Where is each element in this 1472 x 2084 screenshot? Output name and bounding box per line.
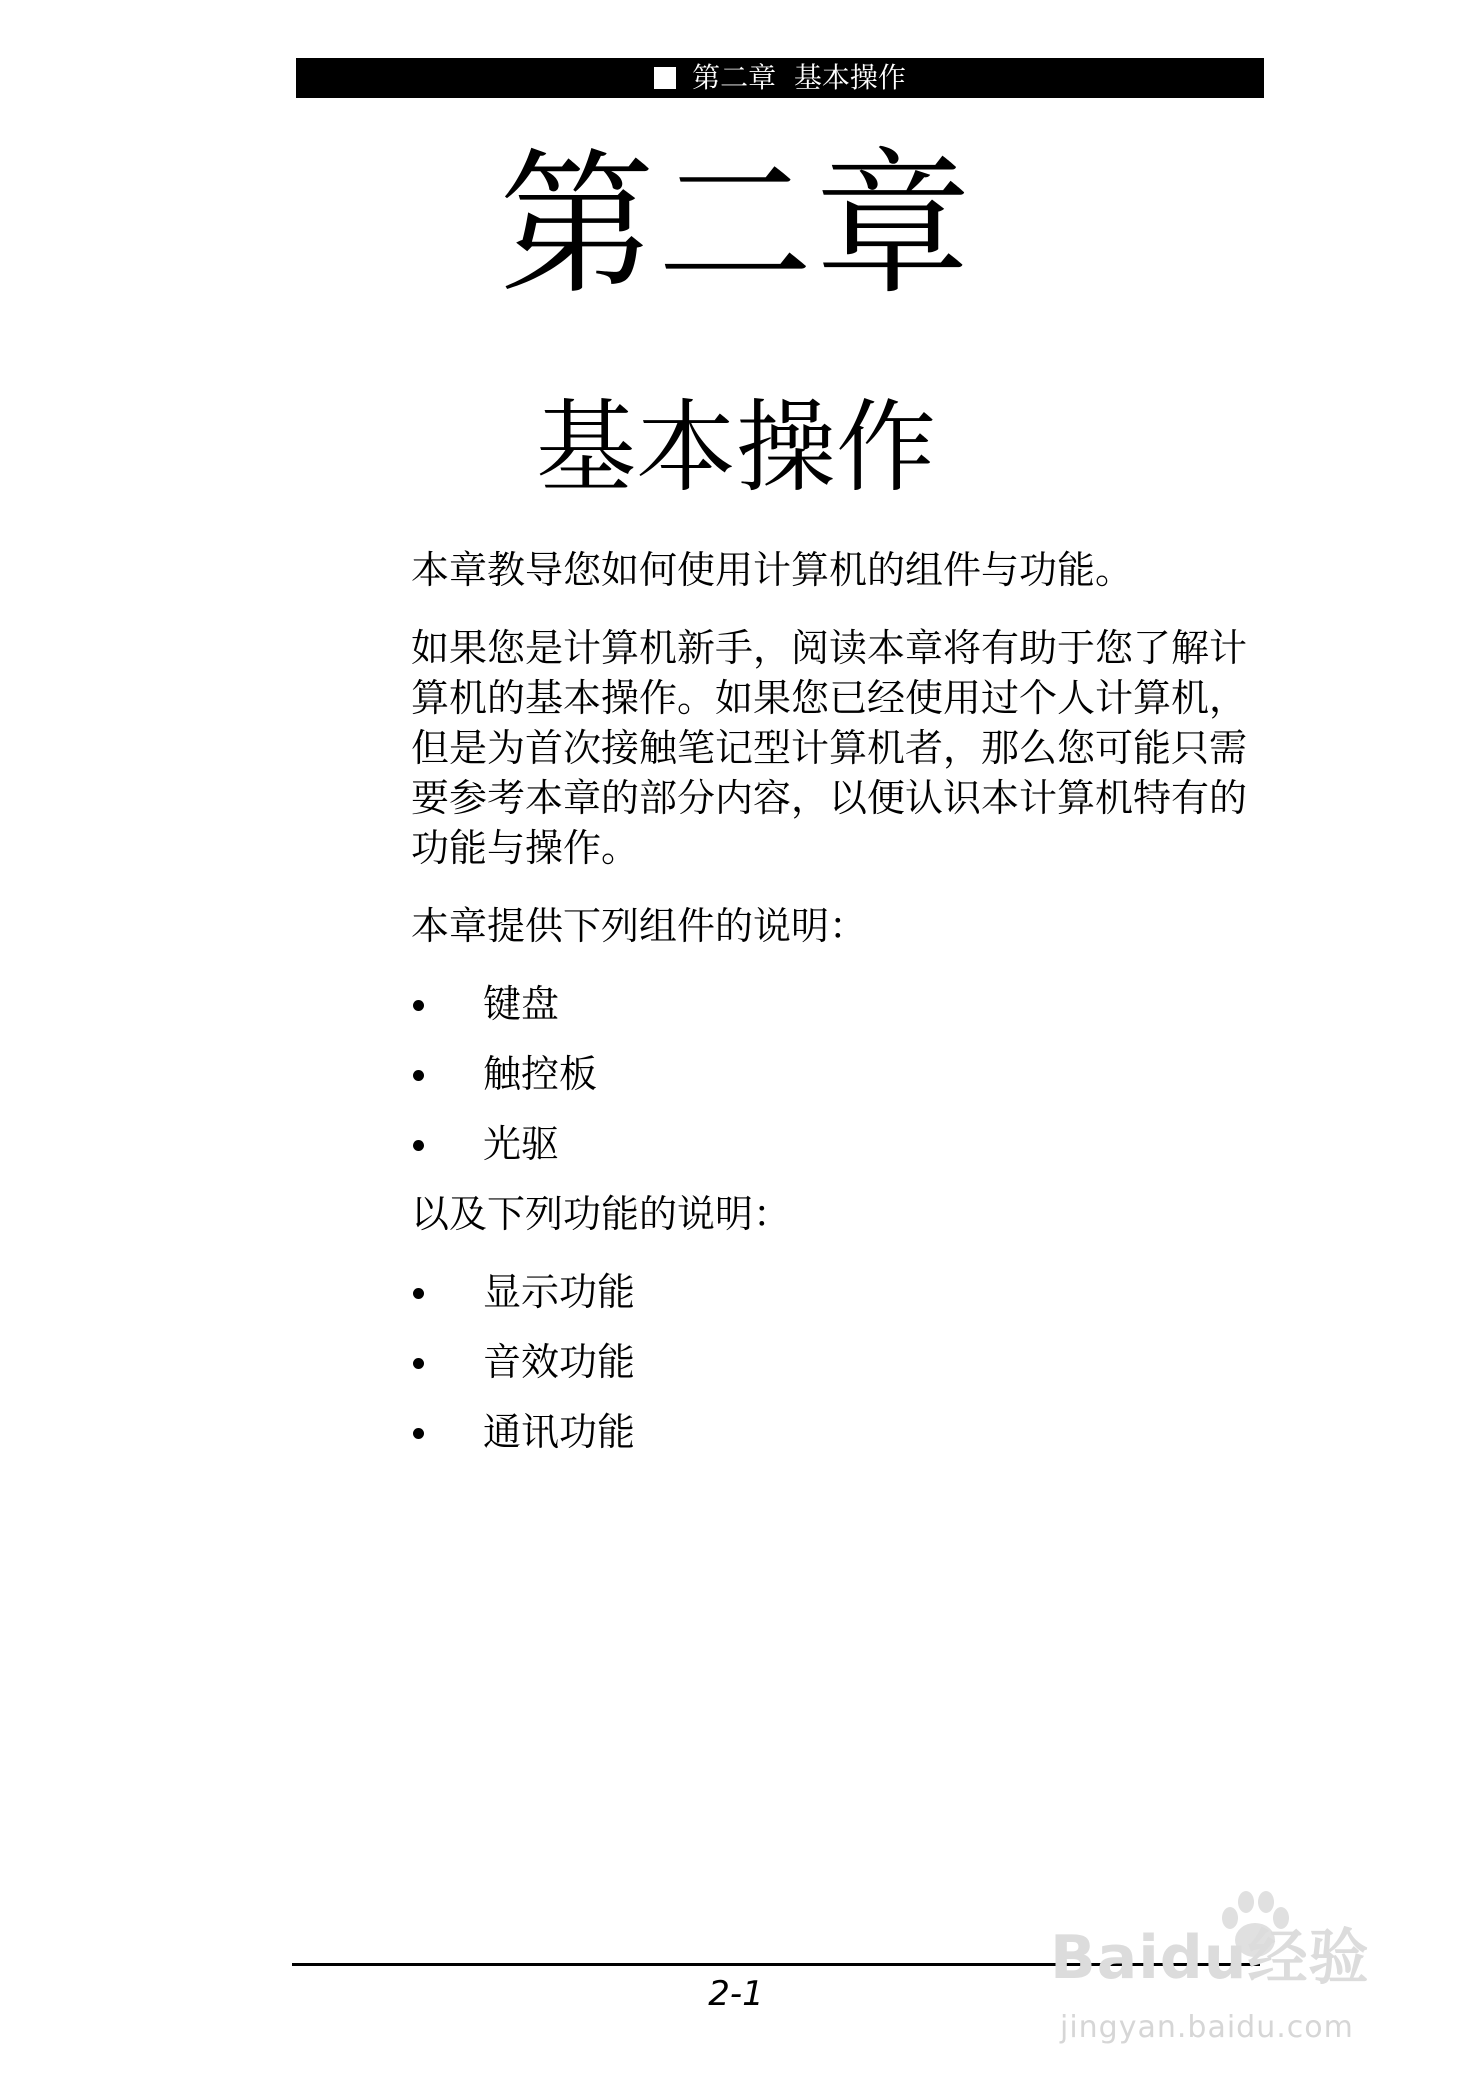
chapter-body: [411, 545, 1261, 1477]
list-item: [411, 1119, 1261, 1169]
list-item: [411, 1049, 1261, 1099]
features-heading: 以及下列功能的说明：: [411, 1192, 792, 1236]
baidu-watermark: [1050, 1880, 1380, 2080]
bullet-icon: [413, 1070, 424, 1081]
watermark-url: jingyan.baidu.com: [1060, 2010, 1354, 2045]
list-item-label: 通讯功能: [483, 1410, 636, 1454]
chapter-title: 基本操作: [536, 389, 936, 506]
list-item: [411, 979, 1261, 1029]
bullet-icon: [413, 1000, 424, 1011]
list-item: [411, 1337, 1261, 1387]
watermark-brand: Baidu经验: [1050, 1923, 1370, 1993]
running-header: [296, 58, 1264, 98]
features-list: [411, 1267, 1261, 1457]
running-header-text: 第二章 基本操作: [692, 61, 906, 94]
list-item-label: 光驱: [483, 1122, 560, 1166]
list-item-label: 键盘: [483, 982, 560, 1026]
chapter-number: 第二章: [499, 134, 973, 316]
components-heading: 本章提供下列组件的说明：: [411, 904, 868, 948]
bullet-icon: [413, 1288, 424, 1299]
square-bullet-icon: [654, 67, 676, 89]
bullet-icon: [413, 1140, 424, 1151]
bullet-icon: [413, 1358, 424, 1369]
list-item-label: 触控板: [483, 1052, 598, 1096]
intro-paragraph: 本章教导您如何使用计算机的组件与功能。: [411, 548, 1134, 592]
overview-paragraph: 如果您是计算机新手，阅读本章将有助于您了解计算机的基本操作。如果您已经使用过个人计算机，但是为首次接触笔记型计算机者，那么您可能只需要参考本章的部分内容，以便认识本计算机特有的功能与操作。: [411, 626, 1248, 870]
list-item-label: 音效功能: [483, 1340, 636, 1384]
list-item: [411, 1407, 1261, 1457]
components-list: [411, 979, 1261, 1169]
list-item: [411, 1267, 1261, 1317]
list-item-label: 显示功能: [483, 1270, 636, 1314]
bullet-icon: [413, 1428, 424, 1439]
page-number: 2-1: [708, 1974, 764, 2014]
